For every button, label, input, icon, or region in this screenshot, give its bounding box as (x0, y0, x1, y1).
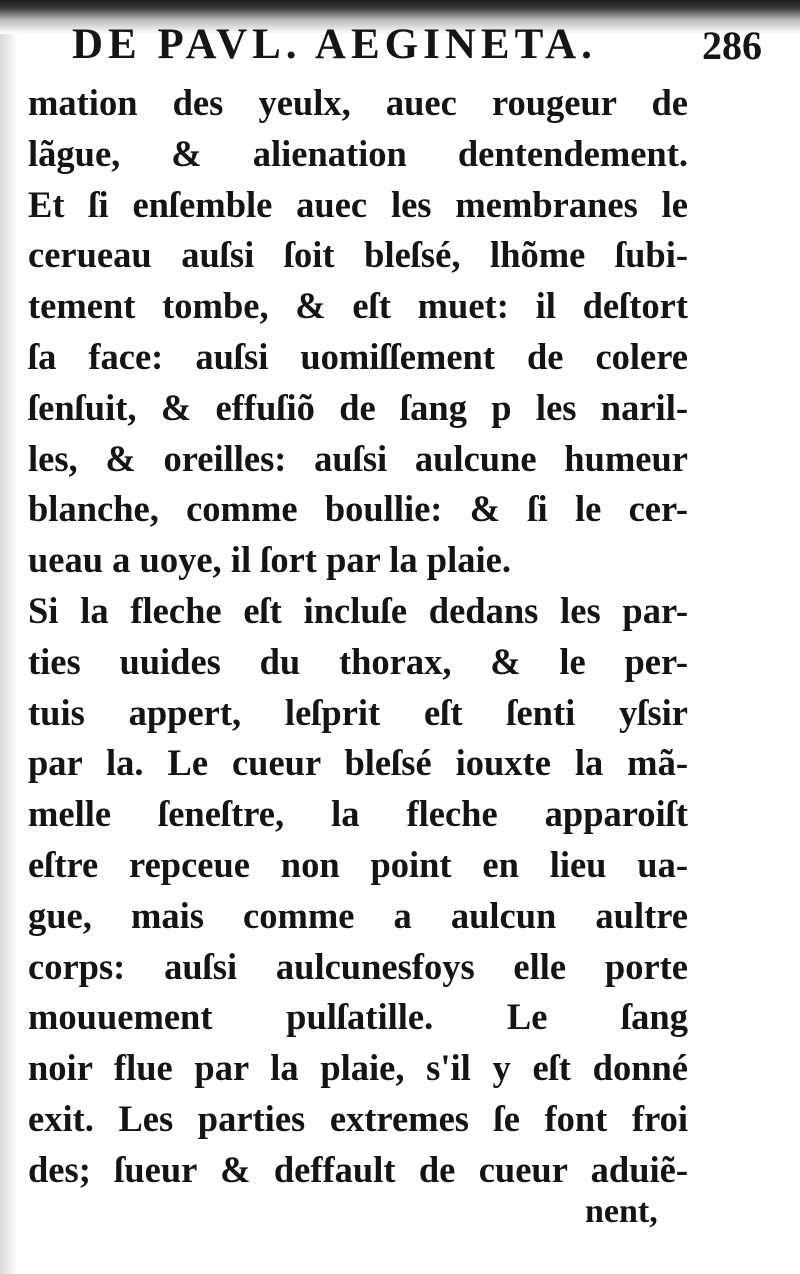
text-line: mouuement pulſatille. Le ſang (28, 996, 688, 1038)
text-line: exit. Les parties extremes ſe font froi (28, 1097, 688, 1139)
text-line: Et ſi enſemble auec les membranes le (28, 183, 688, 225)
catchword: nent, (585, 1193, 658, 1230)
text-line: des; ſueur & deffault de cueur aduiẽ- (28, 1148, 688, 1190)
text-line: blanche, comme boullie: & ſi le cer- (28, 488, 688, 530)
text-line: par la. Le cueur bleſsé iouxte la mã- (28, 742, 688, 784)
text-line: corps: auſsi aulcunesfoys elle porte (28, 945, 688, 987)
text-line: Si la fleche eſt incluſe dedans les par- (28, 589, 688, 631)
page-header (72, 20, 762, 80)
running-title: DE PAVL. AEGINETA. (72, 21, 597, 68)
text-line: lãgue, & alienation dentendement. (28, 132, 688, 174)
text-line: tement tombe, & eſt muet: il deſtort (28, 285, 688, 327)
text-line: mation des yeulx, auec rougeur de (28, 82, 688, 123)
text-line: ueau a uoye, il ſort par la plaie. (28, 539, 511, 581)
text-line: ſenſuit, & effuſiõ de ſang p les naril- (28, 386, 688, 428)
body-text (28, 78, 688, 1196)
text-line: cerueau auſsi ſoit bleſsé, lhõme ſubi- (28, 234, 688, 276)
page-number: 286 (702, 23, 762, 68)
text-line: eſtre repceue non point en lieu ua- (28, 843, 688, 885)
text-line: melle ſeneſtre, la fleche apparoiſt (28, 793, 688, 835)
text-line: ties uuides du thorax, & le per- (28, 640, 688, 682)
text-line: ſa face: auſsi uomiſſement de colere (28, 335, 688, 377)
text-line: tuis appert, leſprit eſt ſenti yſsir (28, 691, 688, 733)
text-line: gue, mais comme a aulcun aultre (28, 894, 688, 936)
page-shadow (0, 0, 18, 1274)
text-line: noir flue par la plaie, s'il y eſt donné (28, 1047, 688, 1089)
text-line: les, & oreilles: auſsi aulcune humeur (28, 437, 688, 479)
